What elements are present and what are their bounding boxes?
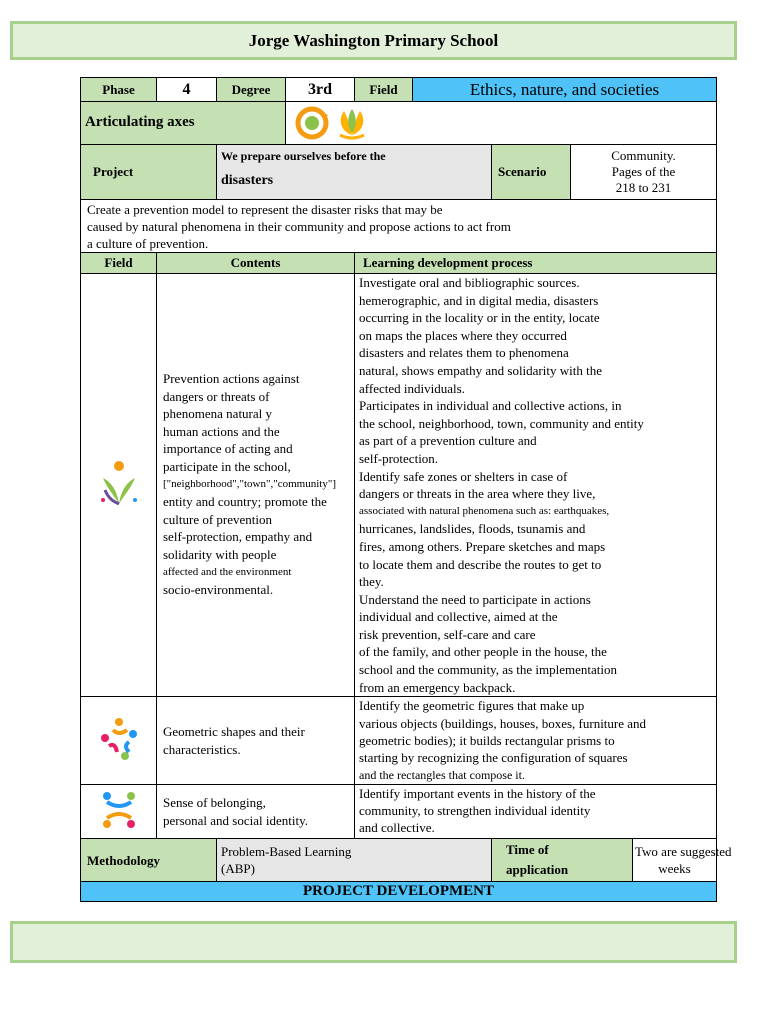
linked-people-icon [99,790,139,830]
process-line: natural, shows empathy and solidarity with the [359,362,602,378]
axes-row [81,102,717,145]
process-line: school and the community, as the implementation [359,662,618,678]
content-line: Sense of belonging, [163,795,266,811]
content-line: characteristics. [163,741,241,757]
content-line: phenomena natural y [163,406,273,422]
process-line: Understand the need to participate in actions [359,591,591,607]
process-line: Identify important events in the history of the [359,786,596,802]
content-row-1 [81,274,717,697]
process-line: risk prevention, self-care and care [359,626,536,642]
scenario-label: Scenario [492,145,571,200]
process-line: associated with natural phenomena such as: earthquakes, [359,504,610,517]
content-line: importance of acting and [163,441,293,457]
school-banner [10,21,737,60]
process-line: and collective. [359,820,435,836]
axes-icons [286,102,717,145]
process-line: various objects (buildings, houses, boxes, furniture and [359,715,647,731]
header-row [81,78,717,102]
process-line: as part of a prevention culture and [359,433,537,449]
process-line: of the family, and other people in the house, the [359,644,607,660]
content-line: ["neighborhood","town","community"] [163,477,336,490]
process-line: Identify safe zones or shelters in case of [359,468,568,484]
scenario-line1: Community. [611,148,676,163]
scenario-line2: Pages of the [611,164,676,179]
process-line: community, to strengthen individual identity [359,803,591,819]
content-line: dangers or threats of [163,388,270,404]
sprout-person-icon [99,460,139,506]
content-line: Geometric shapes and their [163,724,305,740]
content-line: affected and the environment [163,565,292,578]
content-line: Prevention actions against [163,371,300,386]
process-line: geometric bodies); it builds rectangular prisms to [359,733,615,749]
col-contents: Contents [157,253,355,274]
phase-value: 4 [157,78,217,102]
column-header-row [81,253,717,274]
content-line: solidarity with people [163,546,277,562]
process-line: individual and collective, aimed at the [359,609,558,625]
project-row [81,145,717,200]
planning-table [80,77,732,902]
time-value-line1: Two are suggested [635,844,732,860]
content-line: culture of prevention [163,511,273,527]
purpose-line1: Create a prevention model to represent the disaster risks that may be [87,201,443,217]
degree-value: 3rd [286,78,355,102]
methodology-value-line2: (ABP) [221,861,255,877]
scenario-line3: 218 to 231 [615,180,672,195]
col-field: Field [81,253,157,274]
purpose-row [81,200,717,253]
content-line: entity and country; promote the [163,494,327,510]
content-line: socio-environmental. [163,582,274,598]
process-line: from an emergency backpack. [359,679,516,695]
project-title-line1: We prepare ourselves before the [221,149,386,163]
degree-label: Degree [217,78,286,102]
process-line: on maps the places where they occurred [359,327,567,343]
process-line: affected individuals. [359,380,465,396]
axes-label: Articulating axes [81,102,286,145]
methodology-row [81,839,717,882]
process-line: Participates in individual and collective actions, in [359,398,622,414]
purpose-line2: caused by natural phenomena in their community and propose actions to act from [87,218,511,234]
process-line: hemerographic, and in digital media, disasters [359,292,599,308]
school-name: Jorge Washington Primary School [248,31,499,50]
content-row-3 [81,785,717,839]
field-value: Ethics, nature, and societies [413,78,717,102]
content-line: human actions and the [163,423,280,439]
process-line: disasters and relates them to phenomena [359,345,569,361]
footer-banner [10,921,737,963]
methodology-label: Methodology [81,839,217,882]
field-label: Field [355,78,413,102]
process-line: hurricanes, landslides, floods, tsunamis and [359,521,586,537]
purpose-line3: a culture of prevention. [87,235,209,251]
process-line: occurring in the locality or in the entity, locate [359,310,600,326]
content-line: participate in the school, [163,458,291,474]
people-circle-icon [99,716,139,762]
content-line: personal and social identity. [163,812,309,828]
process-line: to locate them and describe the routes to get to [359,556,602,572]
methodology-value-line1: Problem-Based Learning [221,844,352,860]
time-value-line2: weeks [658,861,691,877]
process-line: fires, among others. Prepare sketches and maps [359,538,606,554]
content-line: self-protection, empathy and [163,529,313,545]
phase-label: Phase [81,78,157,102]
time-label-line1: Time of [506,842,549,858]
time-label-line2: application [506,862,569,878]
process-line: they. [359,574,384,590]
process-line: dangers or threats in the area where they live, [359,486,596,502]
process-line: Investigate oral and bibliographic sources. [359,275,580,290]
process-line: the school, neighborhood, town, community and entity [359,415,644,431]
process-line: starting by recognizing the configuration of squares [359,750,628,766]
project-title-line2: disasters [221,172,274,188]
content-row-2 [81,697,717,785]
process-line: and the rectangles that compose it. [359,767,525,782]
project-development-row [81,882,717,902]
leaf-hands-icon [340,109,364,138]
circular-arrow-icon [298,109,328,137]
process-line: Identify the geometric figures that make up [359,698,585,714]
col-process: Learning development process [355,253,717,274]
project-development: PROJECT DEVELOPMENT [81,882,717,902]
project-label: Project [81,145,217,200]
process-line: self-protection. [359,450,439,466]
